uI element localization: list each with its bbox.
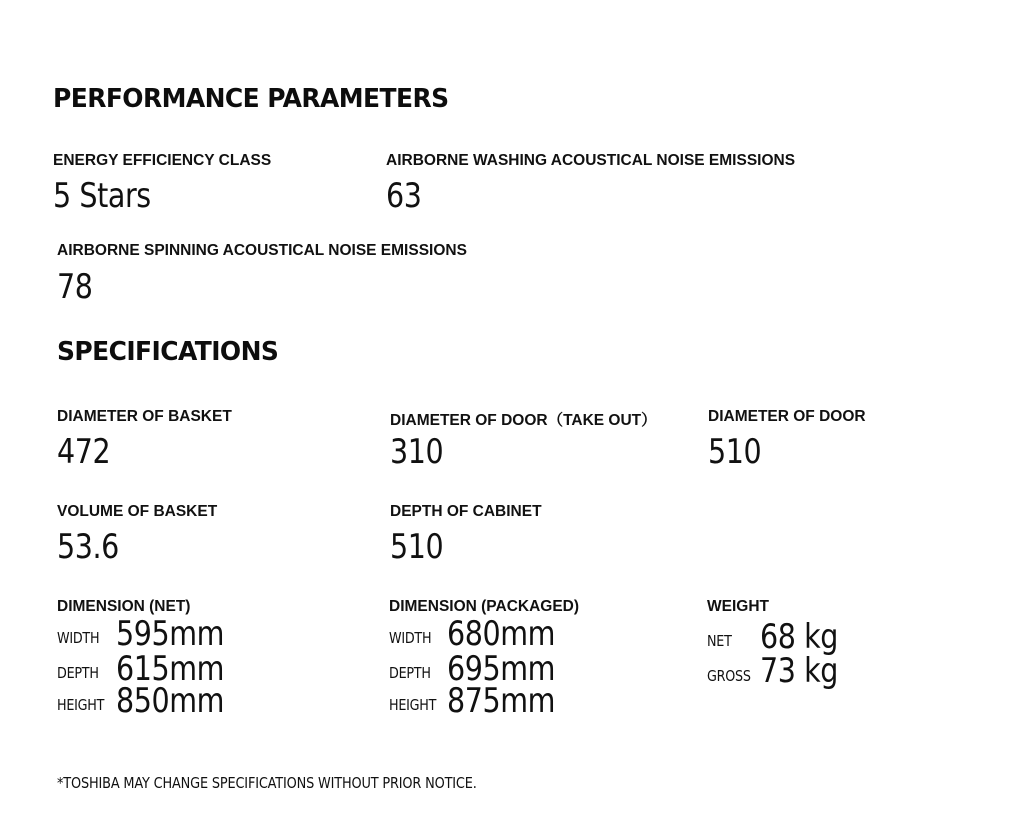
dimension-packaged-width-value: 680mm bbox=[447, 614, 556, 654]
spinning-noise-label: AIRBORNE SPINNING ACOUSTICAL NOISE EMISSIONS bbox=[57, 242, 467, 259]
dimension-net-height-value: 850mm bbox=[116, 681, 225, 721]
washing-noise-value: 63 bbox=[386, 176, 422, 216]
cabinet-depth-label: DEPTH OF CABINET bbox=[390, 503, 542, 520]
door-diameter-value: 510 bbox=[708, 432, 762, 472]
dimension-net-width-label: WIDTH bbox=[57, 629, 100, 647]
dimension-packaged-width-label: WIDTH bbox=[389, 629, 432, 647]
spinning-noise-value: 78 bbox=[57, 267, 93, 307]
dimension-packaged-height-label: HEIGHT bbox=[389, 696, 437, 714]
dimension-packaged-height-value: 875mm bbox=[447, 681, 556, 721]
weight-gross-label: GROSS bbox=[707, 667, 751, 685]
washing-noise-label: AIRBORNE WASHING ACOUSTICAL NOISE EMISSIONS bbox=[386, 152, 796, 169]
specifications-heading: SPECIFICATIONS bbox=[57, 337, 279, 367]
basket-diameter-label: DIAMETER OF BASKET bbox=[57, 408, 232, 425]
disclaimer-footnote: *TOSHIBA MAY CHANGE SPECIFICATIONS WITHOUT PRIOR NOTICE. bbox=[57, 774, 477, 792]
dimension-net-label: DIMENSION (NET) bbox=[57, 598, 191, 615]
dimension-packaged-depth-label: DEPTH bbox=[389, 664, 431, 682]
basket-volume-label: VOLUME OF BASKET bbox=[57, 503, 218, 520]
basket-volume-value: 53.6 bbox=[57, 527, 119, 567]
basket-diameter-value: 472 bbox=[57, 432, 111, 472]
weight-label: WEIGHT bbox=[707, 598, 769, 615]
performance-parameters-heading: PERFORMANCE PARAMETERS bbox=[53, 84, 449, 114]
door-takeout-diameter-value: 310 bbox=[390, 432, 444, 472]
dimension-net-width-value: 595mm bbox=[116, 614, 225, 654]
weight-gross-value: 73 kg bbox=[760, 651, 838, 691]
dimension-net-height-label: HEIGHT bbox=[57, 696, 105, 714]
weight-net-label: NET bbox=[707, 632, 732, 650]
weight-net-value: 68 kg bbox=[760, 617, 838, 657]
dimension-packaged-depth-value: 695mm bbox=[447, 649, 556, 689]
cabinet-depth-value: 510 bbox=[390, 527, 444, 567]
door-takeout-diameter-label: DIAMETER OF DOOR（TAKE OUT） bbox=[390, 412, 657, 429]
energy-efficiency-class-label: ENERGY EFFICIENCY CLASS bbox=[53, 152, 272, 169]
door-diameter-label: DIAMETER OF DOOR bbox=[708, 408, 866, 425]
dimension-net-depth-label: DEPTH bbox=[57, 664, 99, 682]
dimension-net-depth-value: 615mm bbox=[116, 649, 225, 689]
energy-efficiency-class-value: 5 Stars bbox=[53, 176, 151, 216]
dimension-packaged-label: DIMENSION (PACKAGED) bbox=[389, 598, 580, 615]
